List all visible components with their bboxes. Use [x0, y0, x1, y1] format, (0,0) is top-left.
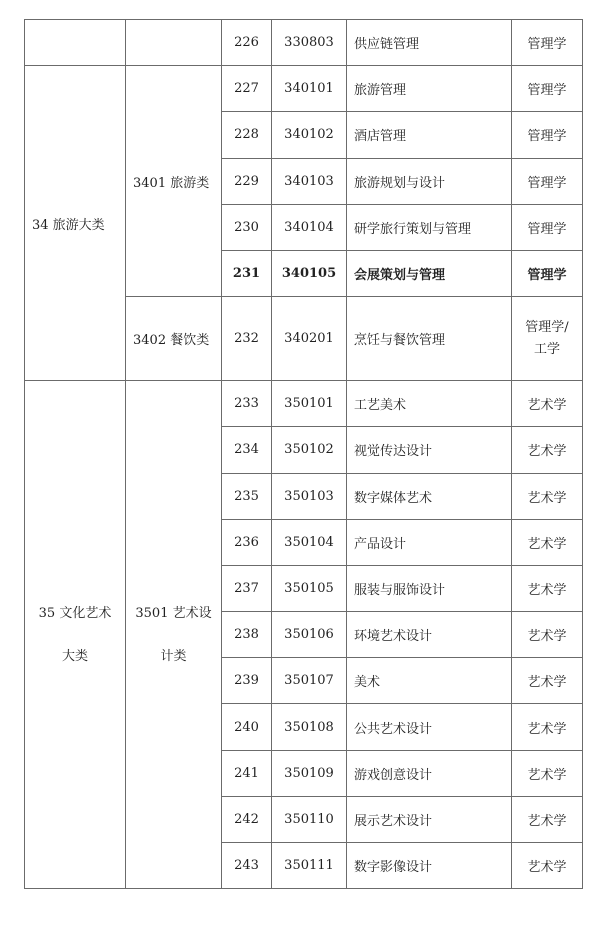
category-cell: 34 旅游大类: [25, 66, 126, 381]
class-cell: 3402 餐饮类: [126, 297, 222, 381]
row-number: 229: [222, 158, 272, 204]
major-code: 350103: [272, 473, 347, 519]
major-code: 340105: [272, 250, 347, 296]
row-number: 243: [222, 843, 272, 889]
row-number: 231: [222, 250, 272, 296]
table-row: [25, 66, 583, 112]
major-name: 研学旅行策划与管理: [347, 204, 512, 250]
major-name: 烹饪与餐饮管理: [347, 297, 512, 381]
major-code: 350107: [272, 658, 347, 704]
row-number: 238: [222, 612, 272, 658]
major-code: 350110: [272, 796, 347, 842]
major-name: 美术: [347, 658, 512, 704]
class-label: 3501 艺术设计类: [135, 605, 212, 664]
major-name: 环境艺术设计: [347, 612, 512, 658]
major-name: 展示艺术设计: [347, 796, 512, 842]
class-cell: 3401 旅游类: [126, 66, 222, 297]
row-number: 237: [222, 565, 272, 611]
major-code: 350111: [272, 843, 347, 889]
table-row: [25, 381, 583, 427]
row-number: 235: [222, 473, 272, 519]
major-code: 350101: [272, 381, 347, 427]
major-code: 350108: [272, 704, 347, 750]
degree-type: 管理学: [512, 66, 583, 112]
major-code: 340101: [272, 66, 347, 112]
degree-type: 艺术学: [512, 843, 583, 889]
degree-type: 艺术学: [512, 427, 583, 473]
major-name: 酒店管理: [347, 112, 512, 158]
major-name: 服装与服饰设计: [347, 565, 512, 611]
majors-table: [24, 19, 583, 889]
degree-type: 管理学: [512, 112, 583, 158]
degree-text: 管理学/工学: [525, 319, 569, 357]
major-name: 公共艺术设计: [347, 704, 512, 750]
degree-type: 艺术学: [512, 796, 583, 842]
category-cell: [25, 381, 126, 889]
row-number: 234: [222, 427, 272, 473]
row-number: 227: [222, 66, 272, 112]
major-code: 340102: [272, 112, 347, 158]
major-name: 产品设计: [347, 519, 512, 565]
major-code: 350106: [272, 612, 347, 658]
major-name: 数字影像设计: [347, 843, 512, 889]
major-name: 工艺美术: [347, 381, 512, 427]
row-number: 242: [222, 796, 272, 842]
major-name: 旅游规划与设计: [347, 158, 512, 204]
major-name: 游戏创意设计: [347, 750, 512, 796]
degree-type: 管理学: [512, 250, 583, 296]
degree-type: 艺术学: [512, 473, 583, 519]
major-code: 340104: [272, 204, 347, 250]
major-code: 340103: [272, 158, 347, 204]
degree-type: 管理学: [512, 158, 583, 204]
major-code: 350104: [272, 519, 347, 565]
category-cell: [25, 20, 126, 66]
degree-type: 艺术学: [512, 381, 583, 427]
degree-type: 管理学: [512, 20, 583, 66]
major-name: 会展策划与管理: [347, 250, 512, 296]
row-number: 236: [222, 519, 272, 565]
major-name: 旅游管理: [347, 66, 512, 112]
major-name: 数字媒体艺术: [347, 473, 512, 519]
major-name: 视觉传达设计: [347, 427, 512, 473]
category-label: 35 文化艺术大类: [38, 605, 112, 664]
major-code: 340201: [272, 297, 347, 381]
degree-type: [512, 297, 583, 381]
row-number: 228: [222, 112, 272, 158]
degree-type: 艺术学: [512, 750, 583, 796]
table-row: [25, 20, 583, 66]
degree-type: 艺术学: [512, 704, 583, 750]
degree-type: 艺术学: [512, 612, 583, 658]
row-number: 241: [222, 750, 272, 796]
major-name: 供应链管理: [347, 20, 512, 66]
degree-type: 管理学: [512, 204, 583, 250]
row-number: 230: [222, 204, 272, 250]
row-number: 226: [222, 20, 272, 66]
major-code: 350109: [272, 750, 347, 796]
row-number: 233: [222, 381, 272, 427]
class-cell: [126, 20, 222, 66]
row-number: 232: [222, 297, 272, 381]
major-code: 330803: [272, 20, 347, 66]
degree-type: 艺术学: [512, 519, 583, 565]
major-code: 350102: [272, 427, 347, 473]
degree-type: 艺术学: [512, 658, 583, 704]
row-number: 240: [222, 704, 272, 750]
major-code: 350105: [272, 565, 347, 611]
row-number: 239: [222, 658, 272, 704]
degree-type: 艺术学: [512, 565, 583, 611]
class-cell: [126, 381, 222, 889]
